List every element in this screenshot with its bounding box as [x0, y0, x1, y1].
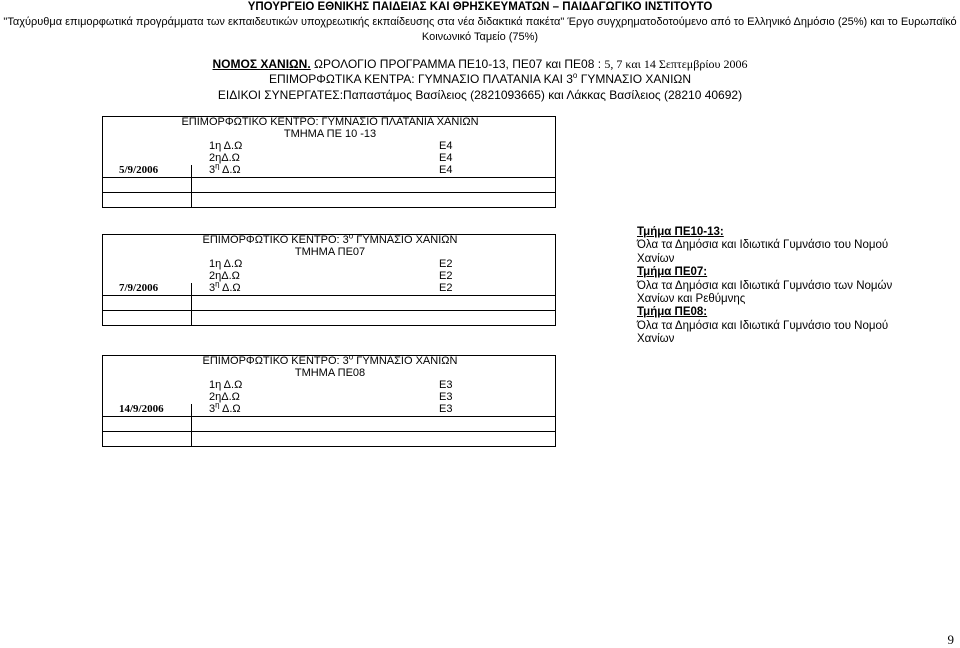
session-cell: $3^\eta$ Δ.Ω [209, 279, 241, 294]
session-cell: 1η Δ.Ω [209, 258, 243, 270]
table-row [102, 129, 556, 141]
note-label-pe10-13: Τμήμα ΠΕ10-13: [637, 226, 724, 238]
table-row [102, 432, 556, 447]
class-code-cell: Ε2 [439, 282, 453, 294]
class-code-cell: Ε2 [439, 270, 453, 282]
schedule-table-pe08 [102, 352, 556, 447]
center-title: ΕΠΙΜΟΡΦΩΤΙΚΟ ΚΕΝΤΡΟ: $3^o$ ΓΥΜΝΑΣΙΟ ΧΑΝΙΩΝ [202, 352, 458, 367]
prefecture-title: ΝΟΜΟΣ ΧΑΝΙΩΝ. [212, 57, 311, 71]
note-text-pe07: Όλα τα Δημόσια και Ιδιωτικά Γυμνάσιο των Νομών Χανίων και Ρεθύμνης [637, 279, 893, 306]
table-row [102, 193, 556, 208]
class-code-cell: Ε4 [439, 152, 453, 164]
note-text-pe10-13: Όλα τα Δημόσια και Ιδιωτικά Γυμνάσιο του Νομού Χανίων [637, 239, 889, 265]
class-code-cell: Ε4 [439, 164, 453, 176]
center-title: ΕΠΙΜΟΡΦΩΤΙΚΟ ΚΕΝΤΡΟ: ΓΥΜΝΑΣΙΟ ΠΛΑΤΑΝΙΑ ΧΑΝΙΩΝ [181, 116, 479, 128]
table-row [102, 178, 556, 193]
table-row [102, 161, 556, 178]
dept-title: ΤΜΗΜΑ ΠΕ08 [294, 367, 366, 379]
table-row [102, 153, 556, 165]
date-cell: 14/9/2006 [119, 403, 164, 415]
session-cell: $3^\eta$ Δ.Ω [209, 161, 241, 176]
program-header: "Ταχύρυθμα επιμορφωτικά προγράμματα των εκπαιδευτικών υποχρεωτικής εκπαίδευσης στα νέα διδακτικά πακέτα" Έργο συγχρηματοδοτούμενο από το Ελληνικό Δημόσιο (25%) και το Ευρωπαϊκό [3, 16, 957, 28]
centers-sup: ο [572, 71, 578, 80]
note-label-pe08: Τμήμα ΠΕ08: [637, 306, 708, 319]
note-text-pe08: Όλα τα Δημόσια και Ιδιωτικά Γυμνάσιο του Νομού Χανίων [637, 319, 889, 346]
title-line-2 [0, 72, 960, 87]
table-row [102, 279, 556, 296]
date-cell: 7/9/2006 [119, 282, 159, 294]
table-row [102, 296, 556, 311]
note-label-pe07: Τμήμα ΠΕ07: [637, 266, 708, 279]
session-cell: 1η Δ.Ω [209, 379, 243, 391]
session-cell: 2ηΔ.Ω [209, 152, 240, 164]
table-row [102, 380, 556, 392]
class-code-cell: Ε4 [439, 140, 453, 152]
class-code-cell: Ε3 [439, 391, 453, 403]
session-cell: 1η Δ.Ω [209, 140, 243, 152]
schedule-table-pe10-13 [102, 116, 556, 208]
table-row [102, 417, 556, 432]
schedule-table-pe07 [102, 231, 556, 326]
fund-header: Κοινωνικό Ταμείο (75%) [421, 31, 539, 43]
partners-line: ΕΙΔΙΚΟΙ ΣΥΝΕΡΓΑΤΕΣ:Παπαστάμος Βασίλειος (2821093665) και Λάκκας Βασίλειος (28210 40692) [217, 88, 743, 102]
session-cell: $3^\eta$ Δ.Ω [209, 400, 241, 415]
centers-text-b: ΓΥΜΝΑΣΙΟ ΧΑΝΙΩΝ [577, 72, 692, 86]
table-row [102, 368, 556, 380]
table-row [102, 400, 556, 417]
dept-title: ΤΜΗΜΑ ΠΕ 10 -13 [283, 128, 377, 140]
table-row [102, 271, 556, 283]
dept-title: ΤΜΗΜΑ ΠΕ07 [294, 246, 366, 258]
table-row [102, 247, 556, 259]
table-row [102, 392, 556, 404]
centers-text: ΕΠΙΜΟΡΦΩΤΙΚΑ ΚΕΝΤΡΑ: ΓΥΜΝΑΣΙΟ ΠΛΑΤΑΝΙΑ ΚΑΙ 3 [268, 72, 573, 86]
title-line-1 [0, 57, 960, 72]
ministry-header: ΥΠΟΥΡΓΕΙΟ ΕΘΝΙΚΗΣ ΠΑΙΔΕΙΑΣ ΚΑΙ ΘΡΗΣΚΕΥΜΑΤΩΝ – ΠΑΙΔΑΓΩΓΙΚΟ ΙΝΣΤΙΤΟΥΤΟ [247, 1, 713, 13]
class-code-cell: Ε3 [439, 379, 453, 391]
date-cell: 5/9/2006 [119, 164, 159, 176]
page-number: 9 [947, 632, 954, 647]
schedule-title: ΩΡΟΛΟΓΙΟ ΠΡΟΓΡΑΜΜΑ ΠΕ10-13, ΠΕ07 και ΠΕ08 : [310, 57, 605, 71]
table-row [102, 259, 556, 271]
class-code-cell: Ε2 [439, 258, 453, 270]
session-cell: 2ηΔ.Ω [209, 270, 240, 282]
class-code-cell: Ε3 [439, 403, 453, 415]
schedule-dates: 5, 7 και 14 Σεπτεμβρίου 2006 [604, 57, 748, 71]
table-row [102, 141, 556, 153]
session-cell: 2ηΔ.Ω [209, 391, 240, 403]
department-notes [637, 226, 907, 347]
table-row [102, 311, 556, 326]
center-title: ΕΠΙΜΟΡΦΩΤΙΚΟ ΚΕΝΤΡΟ: $3^o$ ΓΥΜΝΑΣΙΟ ΧΑΝΙΩΝ [202, 231, 458, 246]
